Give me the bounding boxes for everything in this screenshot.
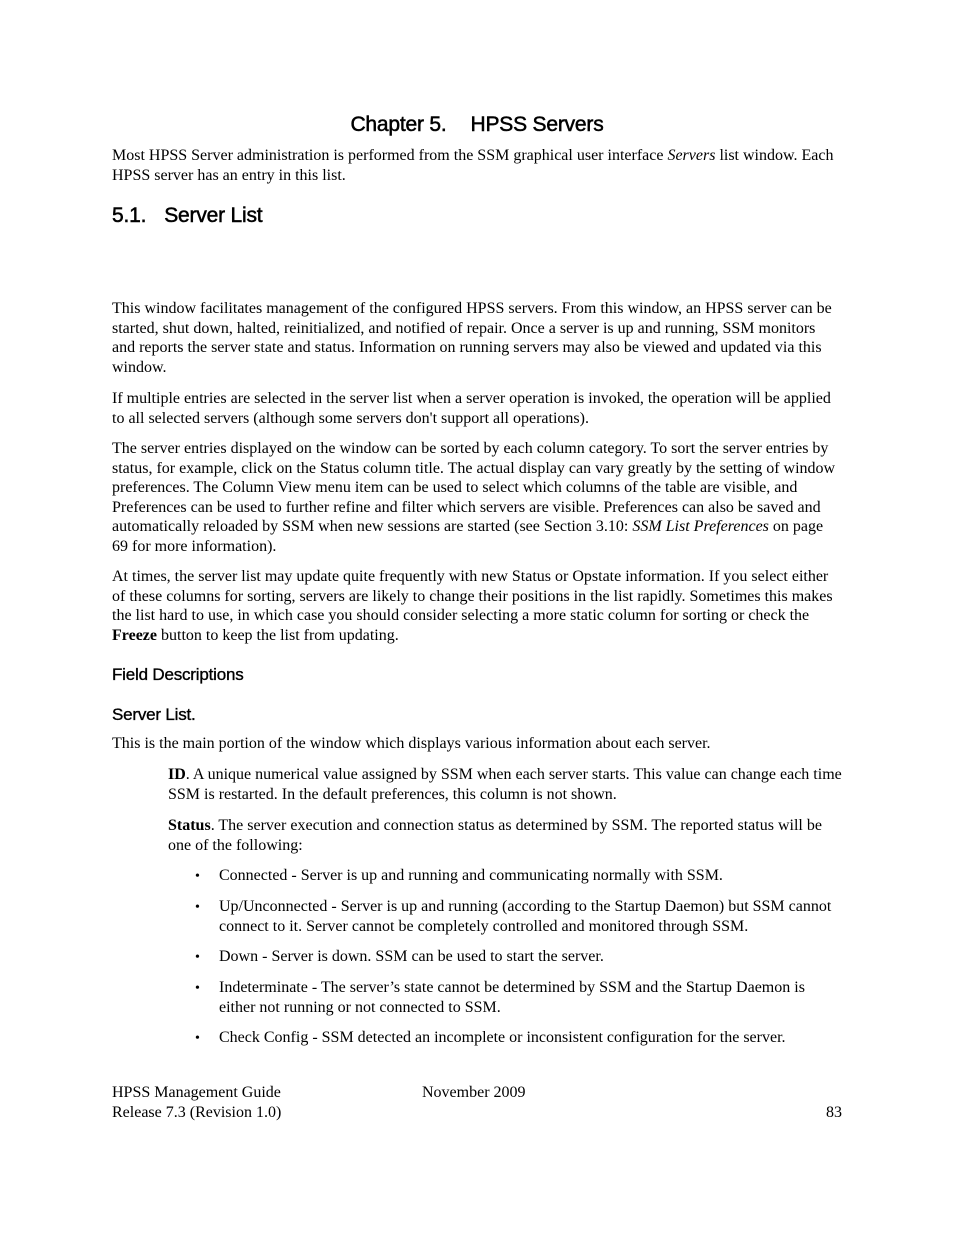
server-list-intro: This is the main portion of the window which displays various information about each server. — [112, 735, 711, 752]
footer-page-number: 83 — [826, 1104, 842, 1121]
status-item-connected: Connected - Server is up and running and communicating normally with SSM. — [219, 867, 723, 884]
intro-paragraph: Most HPSS Server administration is performed from the SSM graphical user interface Servers list window. Each HPSS server has an entry in this list. — [112, 147, 834, 184]
footer-release: Release 7.3 (Revision 1.0) — [112, 1104, 282, 1121]
section-heading — [112, 202, 262, 230]
paragraph-sorting: The server entries displayed on the window can be sorted by each column category. To sort the server entries by status, for example, click on the Status column title. The actual display can vary greatly by the setting of window preferences. The Column View menu item can be used to select which columns of the table are visible, and Preferences can be used to further refine and filter which servers are visible. Preferences can also be saved and automatically reloaded by SSM when new sessions are started (see Section 3.10: SSM List Preferences on page 69 for more information). — [112, 440, 836, 555]
paragraph-freeze: At times, the server list may update quite frequently with new Status or Opstate information. If you select either of these columns for sorting, servers are likely to change their positions in the list rapidly. Sometimes this makes the list hard to use, in which case you should consider selecting a more static column for sorting or check the Freeze button to keep the list from updating. — [112, 568, 833, 644]
footer-date: November 2009 — [422, 1084, 526, 1101]
paragraph-window-overview: This window facilitates management of the configured HPSS servers. From this window, an HPSS server can be started, shut down, halted, reinitialized, and notified of repair. Once a server is up and running, SSM monitors and reports the server state and status. Information on running servers may also be viewed and updated via this window. — [112, 300, 832, 376]
chapter-heading — [112, 111, 842, 139]
paragraph-multiple-selection: If multiple entries are selected in the server list when a server operation is invoked, the operation will be applied to all selected servers (although some servers don't support all operations). — [112, 390, 831, 427]
bullet-marker: • — [195, 900, 200, 915]
status-item-down: Down - Server is down. SSM can be used to start the server. — [219, 948, 604, 965]
section-title: Server List — [164, 204, 263, 227]
bullet-marker: • — [195, 869, 200, 884]
server-list-subheading: Server List. — [112, 705, 196, 724]
preferences-reference: SSM List Preferences — [632, 518, 769, 536]
chapter-title: HPSS Servers — [470, 113, 604, 136]
field-status-description: Status. The server execution and connection status as determined by SSM. The reported status will be one of the following: — [168, 817, 822, 854]
freeze-term: Freeze — [112, 626, 157, 644]
section-number: 5.1. — [112, 204, 147, 227]
status-item-up-unconnected: Up/Unconnected - Server is up and running (according to the Startup Daemon) but SSM cannot connect to it. Server cannot be completely controlled and monitored through SSM. — [219, 898, 832, 935]
footer-guide-title: HPSS Management Guide — [112, 1084, 281, 1101]
field-id-term: ID — [168, 766, 186, 783]
field-id-description: ID. A unique numerical value assigned by SSM when each server starts. This value can change each time SSM is restarted. In the default preferences, this column is not shown. — [168, 766, 842, 803]
field-status-term: Status — [168, 817, 211, 834]
chapter-number: Chapter 5. — [350, 113, 447, 136]
field-descriptions-heading: Field Descriptions — [112, 665, 244, 684]
bullet-marker: • — [195, 1031, 200, 1046]
bullet-marker: • — [195, 981, 200, 996]
intro-emphasis: Servers — [667, 147, 716, 164]
status-item-indeterminate: Indeterminate - The server’s state cannot be determined by SSM and the Startup Daemon is either not running or not connected to SSM. — [219, 979, 805, 1016]
status-item-check-config: Check Config - SSM detected an incomplete or inconsistent configuration for the server. — [219, 1029, 786, 1046]
bullet-marker: • — [195, 950, 200, 965]
